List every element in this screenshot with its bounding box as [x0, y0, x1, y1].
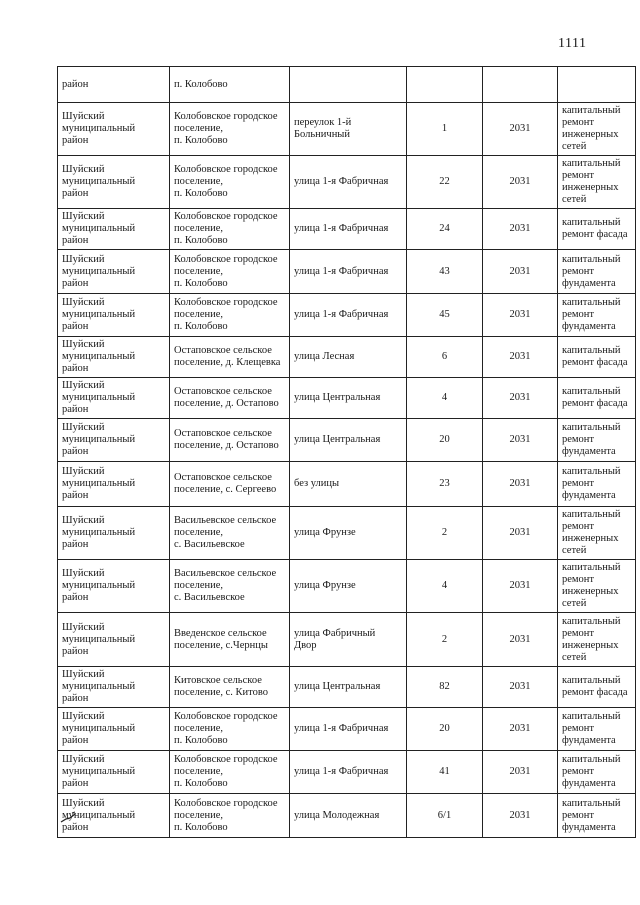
table-row — [58, 462, 636, 507]
year-cell: 2031 — [483, 751, 558, 794]
settlement-cell: Остаповское сельское поселение, с. Сергеево — [170, 462, 290, 507]
table-row — [58, 613, 636, 667]
table-row — [58, 507, 636, 560]
table-row — [58, 667, 636, 708]
street-cell: улица Фабричный Двор — [290, 613, 407, 667]
settlement-cell: Остаповское сельское поселение, д. Остапово — [170, 419, 290, 462]
street-cell: улица 1-я Фабричная — [290, 250, 407, 294]
street-cell: улица 1-я Фабричная — [290, 708, 407, 751]
work-type-cell: капитальный ремонт инженерных сетей — [558, 560, 636, 613]
house-number-cell: 82 — [407, 667, 483, 708]
street-cell: улица Фрунзе — [290, 560, 407, 613]
work-type-cell: капитальный ремонт фундамента — [558, 462, 636, 507]
work-type-cell: капитальный ремонт фундамента — [558, 419, 636, 462]
settlement-cell: Колобовское городское поселение, п. Колобово — [170, 294, 290, 337]
year-cell: 2031 — [483, 294, 558, 337]
house-number-cell: 4 — [407, 560, 483, 613]
settlement-cell: Колобовское городское поселение, п. Колобово — [170, 708, 290, 751]
street-cell: без улицы — [290, 462, 407, 507]
house-number-cell: 23 — [407, 462, 483, 507]
house-number-cell: 20 — [407, 419, 483, 462]
street-cell: улица Центральная — [290, 378, 407, 419]
year-cell: 2031 — [483, 560, 558, 613]
district-cell: Шуйский муниципальный район — [58, 103, 170, 156]
work-type-cell: капитальный ремонт фундамента — [558, 751, 636, 794]
district-cell: Шуйский муниципальный район — [58, 507, 170, 560]
settlement-cell: Колобовское городское поселение, п. Колобово — [170, 103, 290, 156]
work-type-cell: капитальный ремонт фасада — [558, 667, 636, 708]
street-cell: улица 1-я Фабричная — [290, 156, 407, 209]
year-cell: 2031 — [483, 337, 558, 378]
district-cell: Шуйский муниципальный район — [58, 378, 170, 419]
table-row — [58, 250, 636, 294]
work-type-cell: капитальный ремонт фундамента — [558, 294, 636, 337]
settlement-cell: Китовское сельское поселение, с. Китово — [170, 667, 290, 708]
district-cell: Шуйский муниципальный район — [58, 419, 170, 462]
table-row — [58, 294, 636, 337]
pen-mark — [60, 810, 76, 824]
district-cell: Шуйский муниципальный район — [58, 613, 170, 667]
district-cell: Шуйский муниципальный район — [58, 667, 170, 708]
settlement-cell: Колобовское городское поселение, п. Колобово — [170, 156, 290, 209]
district-cell: Шуйский муниципальный район — [58, 560, 170, 613]
house-number-cell: 22 — [407, 156, 483, 209]
house-number-cell: 2 — [407, 613, 483, 667]
year-cell — [483, 67, 558, 103]
house-number-cell: 6 — [407, 337, 483, 378]
year-cell: 2031 — [483, 103, 558, 156]
street-cell: улица 1-я Фабричная — [290, 209, 407, 250]
settlement-cell: Остаповское сельское поселение, д. Клещевка — [170, 337, 290, 378]
year-cell: 2031 — [483, 209, 558, 250]
table-row — [58, 103, 636, 156]
settlement-cell: Колобовское городское поселение, п. Колобово — [170, 250, 290, 294]
settlement-cell: Колобовское городское поселение, п. Колобово — [170, 209, 290, 250]
year-cell: 2031 — [483, 156, 558, 209]
work-type-cell: капитальный ремонт фундамента — [558, 794, 636, 838]
year-cell: 2031 — [483, 419, 558, 462]
table-body — [58, 67, 636, 838]
district-cell: Шуйский муниципальный район — [58, 337, 170, 378]
work-type-cell: капитальный ремонт фасада — [558, 378, 636, 419]
house-number-cell: 45 — [407, 294, 483, 337]
house-number-cell: 41 — [407, 751, 483, 794]
district-cell: район — [58, 67, 170, 103]
house-number-cell: 6/1 — [407, 794, 483, 838]
settlement-cell: Колобовское городское поселение, п. Колобово — [170, 794, 290, 838]
house-number-cell: 20 — [407, 708, 483, 751]
street-cell: улица Лесная — [290, 337, 407, 378]
work-type-cell: капитальный ремонт фундамента — [558, 250, 636, 294]
settlement-cell: п. Колобово — [170, 67, 290, 103]
work-type-cell: капитальный ремонт инженерных сетей — [558, 156, 636, 209]
district-cell: Шуйский муниципальный район — [58, 294, 170, 337]
year-cell: 2031 — [483, 378, 558, 419]
table-row — [58, 156, 636, 209]
district-cell: Шуйский муниципальный район — [58, 794, 170, 838]
repair-registry-table — [57, 66, 636, 838]
settlement-cell: Васильевское сельское поселение, с. Васильевское — [170, 560, 290, 613]
street-cell: улица Фрунзе — [290, 507, 407, 560]
work-type-cell: капитальный ремонт инженерных сетей — [558, 103, 636, 156]
year-cell: 2031 — [483, 794, 558, 838]
district-cell: Шуйский муниципальный район — [58, 209, 170, 250]
table-row — [58, 337, 636, 378]
house-number-cell: 43 — [407, 250, 483, 294]
table-row — [58, 708, 636, 751]
house-number-cell — [407, 67, 483, 103]
year-cell: 2031 — [483, 708, 558, 751]
street-cell: улица 1-я Фабричная — [290, 294, 407, 337]
house-number-cell: 4 — [407, 378, 483, 419]
table-row — [58, 67, 636, 103]
page-number: 1111 — [558, 36, 587, 51]
year-cell: 2031 — [483, 613, 558, 667]
district-cell: Шуйский муниципальный район — [58, 751, 170, 794]
street-cell: улица Молодежная — [290, 794, 407, 838]
table-row — [58, 209, 636, 250]
house-number-cell: 1 — [407, 103, 483, 156]
table-row — [58, 419, 636, 462]
work-type-cell: капитальный ремонт фасада — [558, 209, 636, 250]
work-type-cell: капитальный ремонт фасада — [558, 337, 636, 378]
table-row — [58, 794, 636, 838]
district-cell: Шуйский муниципальный район — [58, 156, 170, 209]
table-row — [58, 751, 636, 794]
year-cell: 2031 — [483, 667, 558, 708]
street-cell: улица Центральная — [290, 667, 407, 708]
settlement-cell: Остаповское сельское поселение, д. Остапово — [170, 378, 290, 419]
district-cell: Шуйский муниципальный район — [58, 708, 170, 751]
street-cell: улица 1-я Фабричная — [290, 751, 407, 794]
district-cell: Шуйский муниципальный район — [58, 250, 170, 294]
settlement-cell: Колобовское городское поселение, п. Колобово — [170, 751, 290, 794]
year-cell: 2031 — [483, 250, 558, 294]
work-type-cell — [558, 67, 636, 103]
street-cell — [290, 67, 407, 103]
street-cell: улица Центральная — [290, 419, 407, 462]
settlement-cell: Васильевское сельское поселение, с. Васильевское — [170, 507, 290, 560]
work-type-cell: капитальный ремонт инженерных сетей — [558, 507, 636, 560]
district-cell: Шуйский муниципальный район — [58, 462, 170, 507]
year-cell: 2031 — [483, 462, 558, 507]
table-row — [58, 560, 636, 613]
house-number-cell: 24 — [407, 209, 483, 250]
year-cell: 2031 — [483, 507, 558, 560]
street-cell: переулок 1-й Больничный — [290, 103, 407, 156]
work-type-cell: капитальный ремонт инженерных сетей — [558, 613, 636, 667]
work-type-cell: капитальный ремонт фундамента — [558, 708, 636, 751]
house-number-cell: 2 — [407, 507, 483, 560]
settlement-cell: Введенское сельское поселение, с.Чернцы — [170, 613, 290, 667]
table-row — [58, 378, 636, 419]
